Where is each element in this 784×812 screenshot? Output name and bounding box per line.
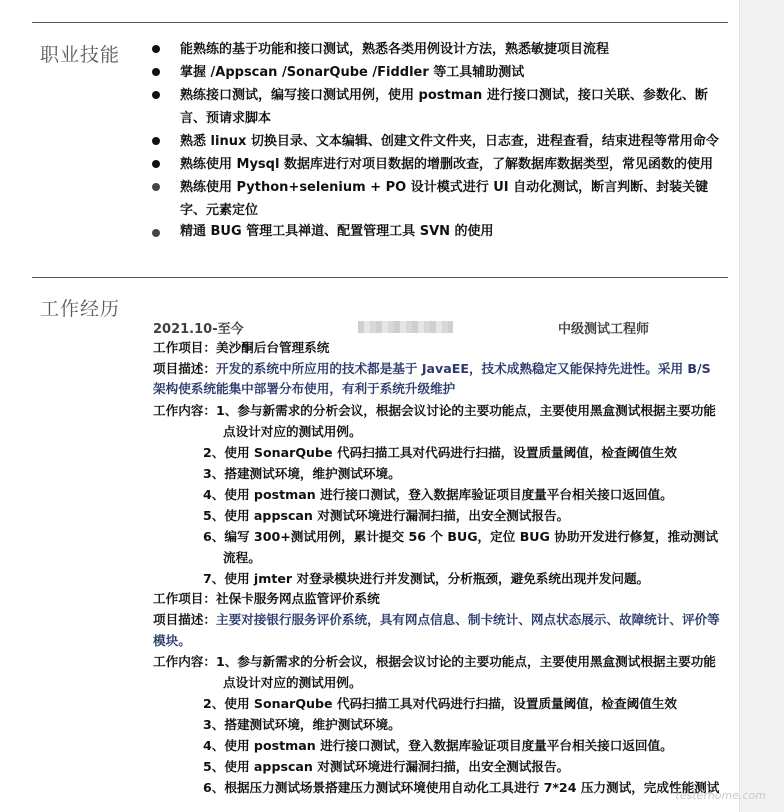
job-date: 2021.10-至今 (153, 322, 244, 337)
skill-item: 熟练使用 Python+selenium + PO 设计模式进行 UI 自动化测试，断言判断、封装关键字、元素定位 (150, 176, 730, 222)
project-desc-row: 项目描述：主要对接银行服务评价系统，具有网点信息、制卡统计、网点状态展示、故障统计、评价等模块。 (153, 611, 720, 648)
work-item: 2、使用 SonarQube 代码扫描工具对代码进行扫描，设置质量阈值，检查阈值生效 (203, 445, 677, 461)
bullet-icon (152, 160, 160, 168)
work-item: 4、使用 postman 进行接口测试，登入数据库验证项目度量平台相关接口返回值。 (203, 738, 673, 754)
work-item: 3、搭建测试环境，维护测试环境。 (203, 717, 401, 733)
bullet-icon (152, 183, 160, 191)
bullet-icon (152, 91, 160, 99)
watermark: testerhome.com (675, 789, 766, 802)
work-item: 工作内容：1、参与新需求的分析会议，根据会议讨论的主要功能点，主要使用黑盒测试根据主要功能点设计对应的测试用例。 (153, 654, 716, 691)
job-position: 中级测试工程师 (558, 322, 650, 337)
work-item: 5、使用 appscan 对测试环境进行漏洞扫描，出安全测试报告。 (203, 508, 570, 524)
work-item: 6、根据压力测试场景搭建压力测试环境使用自动化工具进行 7*24 压力测试，完成性能测试 (203, 780, 720, 796)
work-item: 工作内容：1、参与新需求的分析会议，根据会议讨论的主要功能点，主要使用黑盒测试根据主要功能点设计对应的测试用例。 (153, 403, 716, 440)
work-item: 2、使用 SonarQube 代码扫描工具对代码进行扫描，设置质量阈值，检查阈值生效 (203, 696, 677, 712)
work-item: 3、搭建测试环境，维护测试环境。 (203, 466, 401, 482)
section-divider (32, 277, 728, 278)
bullet-icon (152, 137, 160, 145)
skill-item: 熟练使用 Mysql 数据库进行对项目数据的增删改查，了解数据库数据类型，常见函数的使用 (150, 153, 730, 176)
bullet-icon (152, 68, 160, 76)
skill-item: 精通 BUG 管理工具禅道、配置管理工具 SVN 的使用 (150, 222, 730, 242)
project-name-row: 工作项目：美沙酮后台管理系统 (153, 340, 330, 355)
job-header (153, 316, 723, 338)
top-divider (32, 22, 728, 23)
work-item: 4、使用 postman 进行接口测试，登入数据库验证项目度量平台相关接口返回值。 (203, 487, 673, 503)
skills-list (150, 38, 730, 242)
work-item: 7、使用 jmter 对登录模块进行并发测试，分析瓶颈，避免系统出现并发问题。 (203, 571, 650, 587)
work-item: 5、使用 appscan 对测试环境进行漏洞扫描，出安全测试报告。 (203, 759, 570, 775)
project-desc: 开发的系统中所应用的技术都是基于 JavaEE，技术成熟稳定又能保持先进性。采用 B/S 架构使系统能集中部署分布使用，有利于系统升级维护 (153, 360, 711, 397)
bullet-icon (152, 45, 160, 53)
job-entry (153, 316, 723, 798)
page-edge (739, 0, 784, 812)
skills-section-title: 职业技能 (40, 44, 121, 66)
project-name-row: 工作项目：社保卡服务网点监管评价系统 (153, 591, 380, 607)
bullet-icon (152, 229, 160, 237)
company-name-redacted (358, 321, 453, 333)
project-name: 社保卡服务网点监管评价系统 (215, 591, 380, 607)
work-item: 6、编写 300+测试用例，累计提交 56 个 BUG，定位 BUG 协助开发进行修复，推动测试流程。 (203, 529, 718, 566)
work-section-title: 工作经历 (40, 298, 121, 320)
skill-item: 能熟练的基于功能和接口测试，熟悉各类用例设计方法，熟悉敏捷项目流程 (150, 38, 730, 61)
project-desc: 主要对接银行服务评价系统，具有网点信息、制卡统计、网点状态展示、故障统计、评价等模块。 (153, 611, 720, 648)
skill-item: 熟悉 linux 切换目录、文本编辑、创建文件文件夹，日志查，进程查看，结束进程等常用命令 (150, 130, 730, 153)
project-name: 美沙酮后台管理系统 (215, 340, 330, 355)
project-desc-row: 项目描述：开发的系统中所应用的技术都是基于 JavaEE，技术成熟稳定又能保持先进性。采用 B/S 架构使系统能集中部署分布使用，有利于系统升级维护 (153, 360, 711, 397)
skill-item: 熟练接口测试，编写接口测试用例，使用 postman 进行接口测试，接口关联、参数化、断言、预请求脚本 (150, 84, 730, 130)
skill-item: 掌握 /Appscan /SonarQube /Fiddler 等工具辅助测试 (150, 61, 730, 84)
